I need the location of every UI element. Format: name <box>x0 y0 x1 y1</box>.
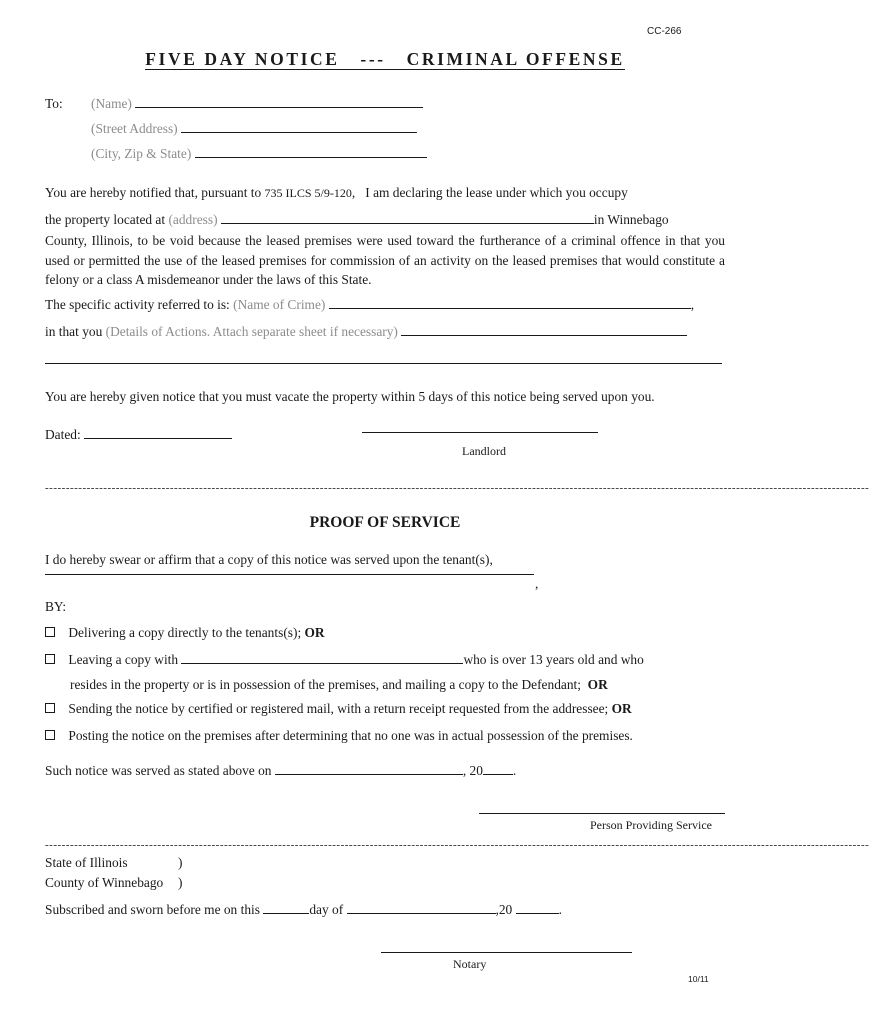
address-line[interactable] <box>221 213 594 224</box>
street-placeholder: (Street Address) <box>91 121 178 136</box>
option-label: resides in the property or is in possession of the premises, and mailing a copy to the Defendant; <box>70 677 588 692</box>
divider: ------------------------------------------------------------------------------------------------------------------------------------------------------------------------------------------------------ <box>45 839 869 851</box>
notice-body: County, Illinois, to be void because the leased premises were used toward the furtherance of a criminal offence in that you used or permitted the use of the leased premises for commission of an activity on the leased premises that would constitute a felony or a class A misdemeanor under the laws of this State. <box>45 233 725 287</box>
name-placeholder: (Name) <box>91 96 132 111</box>
notice-text: in Winnebago <box>593 212 669 227</box>
option-posting[interactable] <box>45 728 633 744</box>
sworn-year-line[interactable] <box>516 903 559 914</box>
tenant-line[interactable] <box>45 574 534 575</box>
option-leaving[interactable] <box>45 652 644 668</box>
county-label: County of Winnebago <box>45 875 164 890</box>
tenant-comma: , <box>535 576 539 591</box>
dated-line <box>84 428 232 439</box>
statute-ref: 735 ILCS 5/9-120 <box>264 186 352 200</box>
divider: ------------------------------------------------------------------------------------------------------------------------------------------------------------------------------------------------------ <box>45 482 869 494</box>
name-line <box>135 97 423 108</box>
option-delivering[interactable] <box>45 625 325 641</box>
landlord-label: Landlord <box>462 444 506 458</box>
street-line <box>181 122 417 133</box>
option-mail[interactable] <box>45 701 632 717</box>
city-placeholder: (City, Zip & State) <box>91 146 192 161</box>
sworn-field[interactable] <box>45 902 562 918</box>
option-label: Leaving a copy with <box>68 652 182 667</box>
sworn-month-line[interactable] <box>347 903 496 914</box>
option-label: who is over 13 years old and who <box>463 652 644 667</box>
activity-label: The specific activity referred to is: <box>45 297 234 312</box>
notary-signature-line[interactable] <box>381 952 632 953</box>
city-line <box>195 147 427 158</box>
person-signature-line[interactable] <box>479 813 725 814</box>
checkbox[interactable] <box>45 627 55 637</box>
checkbox[interactable] <box>45 654 55 664</box>
or-label: OR <box>611 701 632 716</box>
landlord-signature-line[interactable] <box>362 432 598 433</box>
to-city-field[interactable] <box>91 146 427 162</box>
to-street-field[interactable] <box>91 121 417 137</box>
revision-code: 10/11 <box>688 974 709 984</box>
sworn-period: . <box>558 902 562 917</box>
option-label: Posting the notice on the premises after determining that no one was in actual possession of the premises. <box>68 728 633 743</box>
notice-line-1 <box>45 185 628 201</box>
address-placeholder[interactable]: (address) <box>168 212 218 227</box>
served-period: . <box>512 763 517 778</box>
details-placeholder: (Details of Actions. Attach separate sheet if necessary) <box>105 324 398 339</box>
details-line <box>401 325 687 336</box>
to-label: To: <box>45 96 63 111</box>
page-title-text: FIVE DAY NOTICE --- CRIMINAL OFFENSE <box>145 49 625 69</box>
served-year-line <box>483 764 513 775</box>
person-label: Person Providing Service <box>590 818 712 832</box>
leaving-with-line[interactable] <box>181 653 463 664</box>
details-field[interactable] <box>45 324 687 340</box>
state-label: State of Illinois <box>45 855 128 870</box>
page-title <box>0 49 770 70</box>
notice-text: , I am declaring the lease under which you occupy <box>351 185 628 200</box>
crime-line <box>329 298 691 309</box>
served-date-line <box>275 764 463 775</box>
notice-line-2 <box>45 212 669 228</box>
served-date-field[interactable] <box>45 763 516 779</box>
sworn-year-prefix: ,20 <box>495 902 516 917</box>
served-year-prefix: , 20 <box>462 763 483 778</box>
checkbox[interactable] <box>45 730 55 740</box>
vacate-notice: You are hereby given notice that you must vacate the property within 5 days of this notice being served upon you. <box>45 389 655 404</box>
details-label: in that you <box>45 324 106 339</box>
dated-field[interactable] <box>45 427 232 443</box>
sworn-label: day of <box>309 902 347 917</box>
proof-heading: PROOF OF SERVICE <box>309 514 461 531</box>
or-label: OR <box>587 677 608 692</box>
by-label: BY: <box>45 599 67 614</box>
notice-text: You are hereby notified that, pursuant to <box>45 185 265 200</box>
served-label: Such notice was served as stated above on <box>45 763 275 778</box>
dated-label: Dated: <box>45 427 81 442</box>
crime-placeholder: (Name of Crime) <box>233 297 326 312</box>
form-code: CC-266 <box>647 26 682 37</box>
checkbox[interactable] <box>45 703 55 713</box>
notary-label: Notary <box>453 957 487 971</box>
option-label: Sending the notice by certified or registered mail, with a return receipt requested from the addressee; <box>68 701 612 716</box>
to-name-field[interactable] <box>91 96 423 112</box>
swear-text: I do hereby swear or affirm that a copy of this notice was served upon the tenant(s), <box>45 552 493 567</box>
sworn-day-line[interactable] <box>263 903 309 914</box>
state-paren: ) <box>178 855 183 870</box>
option-leaving-cont <box>70 677 608 693</box>
county-paren: ) <box>178 875 183 890</box>
option-label: Delivering a copy directly to the tenants(s); <box>68 625 305 640</box>
activity-field[interactable]: The specific activity referred to is: (Name of Crime) , <box>45 297 695 312</box>
sworn-label: Subscribed and sworn before me on this <box>45 902 264 917</box>
or-label: OR <box>304 625 325 640</box>
details-line-2[interactable] <box>45 353 722 364</box>
notice-text: the property located at <box>45 212 169 227</box>
